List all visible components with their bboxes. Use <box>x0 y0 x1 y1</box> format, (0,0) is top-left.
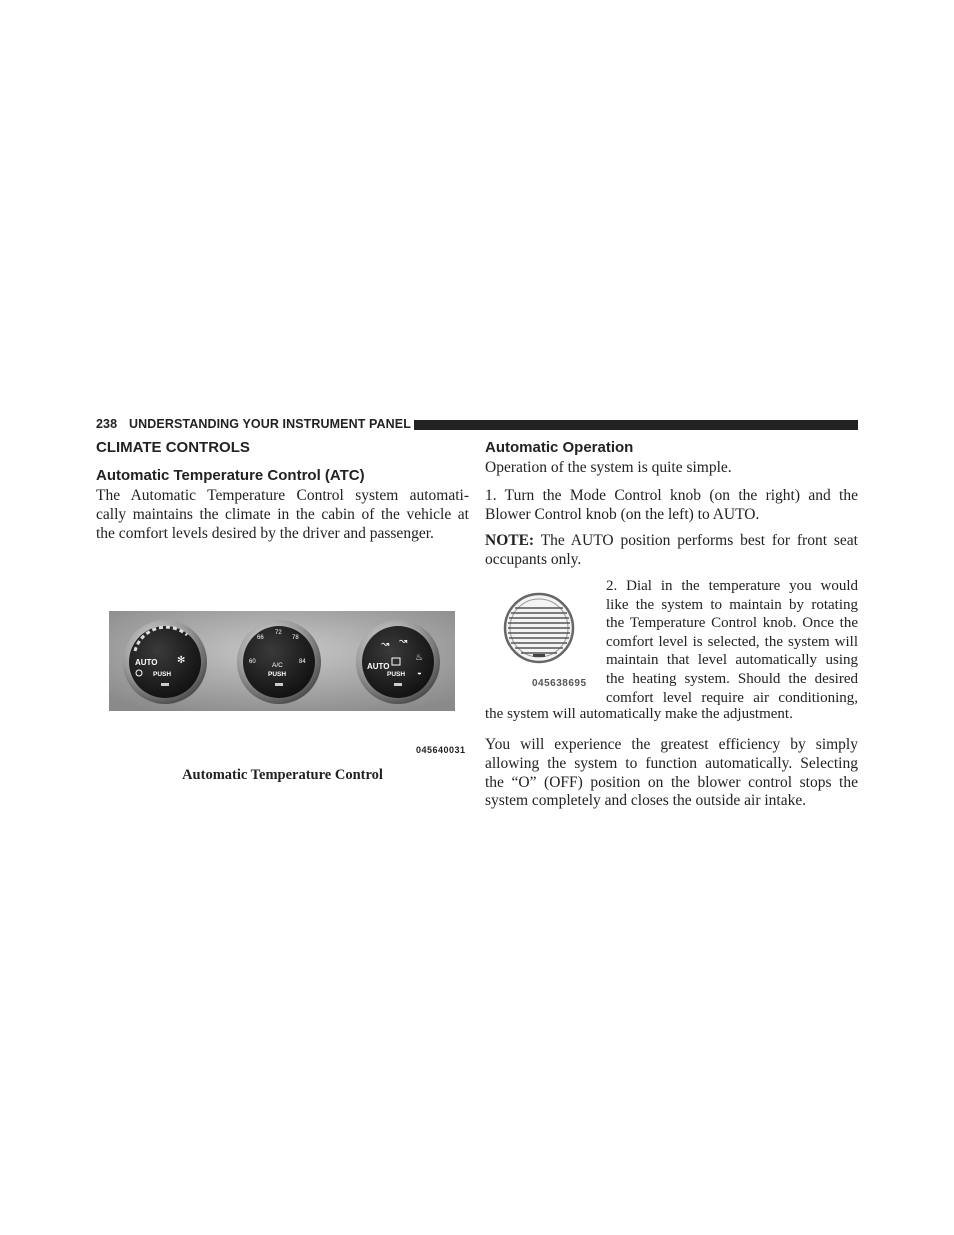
running-head-title: UNDERSTANDING YOUR INSTRUMENT PANEL <box>129 417 411 431</box>
running-header <box>96 416 858 432</box>
text-line: system completely and closes the outside air intake. <box>485 792 807 810</box>
windshield-icon: ◒ <box>417 668 422 677</box>
text-line: Blower Control knob (on the left) to AUTO. <box>485 505 760 523</box>
page-number: 238 <box>96 417 118 431</box>
operation-intro: Operation of the system is quite simple. <box>485 459 732 476</box>
note-label: NOTE: <box>485 532 535 549</box>
text-line: maintain that level automatically using <box>606 652 858 669</box>
text-line: comfort level require air conditioning, <box>606 689 858 706</box>
vent-icon: ↝ <box>381 639 390 650</box>
dial-figure-code: 045638695 <box>532 678 587 689</box>
knob-label-auto: AUTO <box>367 662 390 671</box>
temp-mark: 60 <box>249 659 256 665</box>
temp-mark: 72 <box>275 630 282 636</box>
text-line <box>485 532 858 551</box>
fan-icon: ✻ <box>177 655 186 666</box>
section-title: CLIMATE CONTROLS <box>96 439 250 456</box>
figure-caption: Automatic Temperature Control <box>182 767 383 783</box>
header-rule <box>414 420 858 430</box>
text-line: The Automatic Temperature Control system automati- <box>96 487 469 504</box>
defrost-icon: ♨ <box>415 652 424 662</box>
atc-panel-photo <box>109 611 455 711</box>
note-text: The AUTO position performs best for front seat <box>540 532 858 549</box>
mode-knob <box>356 620 440 704</box>
text-line: the “O” (OFF) position on the blower control stops the <box>485 773 858 791</box>
text-line: like the system to maintain by rotating <box>606 596 858 613</box>
text-line: occupants only. <box>485 550 582 568</box>
text-line: the system will automatically make the adjustment. <box>485 706 793 722</box>
text-line: cally maintains the climate in the cabin of the vehicle at <box>96 505 469 523</box>
knob-label-push: PUSH <box>387 671 406 678</box>
blower-knob <box>123 620 207 704</box>
text-line: the heating system. Should the desired <box>606 671 858 687</box>
subsection-title-automatic-operation: Automatic Operation <box>485 439 634 456</box>
knob-label-ac: A/C <box>272 662 283 669</box>
temperature-knob <box>237 620 321 704</box>
temp-mark: 84 <box>299 659 306 665</box>
temp-mark: 78 <box>292 635 299 641</box>
knob-label-push: PUSH <box>268 671 287 678</box>
text-line: 1. Turn the Mode Control knob (on the right) and the <box>485 487 858 504</box>
floor-vent-icon: ↝ <box>399 636 408 647</box>
text-line: the comfort levels desired by the driver and passenger. <box>96 524 434 542</box>
text-line: You will experience the greatest efficiency by simply <box>485 736 858 753</box>
subsection-title-atc: Automatic Temperature Control (ATC) <box>96 467 365 484</box>
figure-code: 045640031 <box>416 745 466 755</box>
knob-label-auto: AUTO <box>135 658 158 667</box>
temperature-dial-figure <box>497 590 587 668</box>
text-line: 2. Dial in the temperature you would <box>606 578 858 594</box>
text-line: comfort level is selected, the system will <box>606 633 858 650</box>
temp-mark: 66 <box>257 635 264 641</box>
knob-label-push: PUSH <box>153 671 172 678</box>
text-line: the Temperature Control knob. Once the <box>606 615 858 632</box>
text-line: allowing the system to function automatically. Selecting <box>485 754 858 772</box>
